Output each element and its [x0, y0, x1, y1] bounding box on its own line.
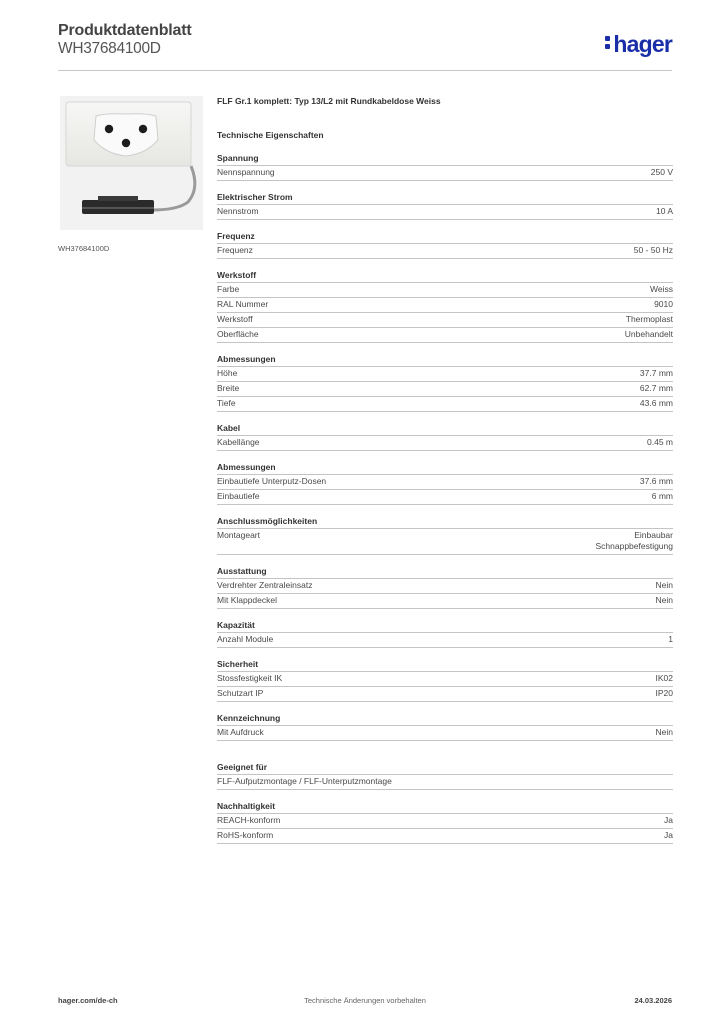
property-row [217, 475, 673, 490]
property-label: Nennstrom [217, 206, 259, 216]
property-label: Tiefe [217, 398, 236, 408]
property-value: 250 V [650, 167, 673, 177]
product-name: FLF Gr.1 komplett: Typ 13/L2 mit Rundkabeldose Weiss [217, 96, 441, 106]
property-label: Farbe [217, 284, 240, 294]
property-label: Breite [217, 383, 240, 393]
property-group [217, 712, 673, 741]
property-value: Nein [655, 595, 673, 605]
property-group [217, 152, 673, 181]
property-value: Ja [664, 815, 673, 825]
property-row [217, 283, 673, 298]
group-title: Sicherheit [217, 658, 673, 672]
property-label: Kabellänge [217, 437, 260, 447]
property-label: Nennspannung [217, 167, 275, 177]
property-row [217, 397, 673, 412]
property-value: Ja [664, 830, 673, 840]
property-value: 10 A [655, 206, 673, 216]
page-title: Produktdatenblatt [58, 22, 192, 39]
property-group [217, 353, 673, 412]
property-group [217, 761, 673, 790]
property-groups [217, 152, 673, 844]
property-group [217, 230, 673, 259]
group-title: Kennzeichnung [217, 712, 673, 726]
property-label: Verdrehter Zentraleinsatz [217, 580, 313, 590]
property-value [595, 530, 673, 552]
property-value: IP20 [655, 688, 673, 698]
group-title: Nachhaltigkeit [217, 800, 673, 814]
property-label: Einbautiefe Unterputz-Dosen [217, 476, 327, 486]
property-row [217, 328, 673, 343]
group-title: Kabel [217, 422, 673, 436]
property-label: Einbautiefe [217, 491, 260, 501]
property-row [217, 367, 673, 382]
property-row [217, 205, 673, 220]
property-row [217, 687, 673, 702]
group-title: Spannung [217, 152, 673, 166]
property-group [217, 658, 673, 702]
property-label: Höhe [217, 368, 238, 378]
property-group [217, 461, 673, 505]
property-row [217, 244, 673, 259]
group-title: Frequenz [217, 230, 673, 244]
property-row [217, 382, 673, 397]
property-value: 62.7 mm [639, 383, 673, 393]
datasheet-content [217, 96, 673, 844]
property-label: RAL Nummer [217, 299, 269, 309]
property-value: 1 [668, 634, 673, 644]
logo-mark-icon [605, 34, 611, 51]
footer-website-link[interactable]: hager.com/de-ch [58, 996, 118, 1005]
section-title: Technische Eigenschaften [217, 130, 324, 140]
property-value: Nein [655, 727, 673, 737]
property-label: Montageart [217, 530, 260, 540]
group-title: Abmessungen [217, 353, 673, 367]
footer-disclaimer: Technische Änderungen vorbehalten [304, 996, 426, 1005]
property-row [217, 313, 673, 328]
property-group [217, 515, 673, 555]
property-label: REACH-konform [217, 815, 281, 825]
property-row [217, 633, 673, 648]
property-row [217, 490, 673, 505]
property-row [217, 672, 673, 687]
property-row [217, 298, 673, 313]
property-row [217, 829, 673, 844]
property-value-line: Einbaubar [634, 530, 673, 540]
group-title: Anschlussmöglichkeiten [217, 515, 673, 529]
property-group [217, 619, 673, 648]
property-value: 43.6 mm [639, 398, 673, 408]
property-value: 6 mm [651, 491, 673, 501]
group-title: Geeignet für [217, 761, 673, 775]
property-value: 0.45 m [647, 437, 673, 447]
group-title: Ausstattung [217, 565, 673, 579]
group-title: Kapazität [217, 619, 673, 633]
property-label: Stossfestigkeit IK [217, 673, 283, 683]
page-header [58, 22, 672, 71]
property-value: IK02 [655, 673, 673, 683]
property-value: Unbehandelt [624, 329, 673, 339]
property-value-line: Schnappbefestigung [595, 541, 673, 551]
property-group [217, 422, 673, 451]
property-value: Weiss [650, 284, 673, 294]
page-footer [58, 996, 672, 1010]
image-caption: WH37684100D [58, 244, 110, 253]
property-group [217, 269, 673, 343]
property-row [217, 529, 673, 555]
product-code: WH37684100D [58, 40, 161, 57]
property-label: Mit Klappdeckel [217, 595, 278, 605]
property-value: Nein [655, 580, 673, 590]
property-label: FLF-Aufputzmontage / FLF-Unterputzmontage [217, 776, 392, 786]
property-value: 37.7 mm [639, 368, 673, 378]
property-row [217, 594, 673, 609]
property-label: Anzahl Module [217, 634, 274, 644]
property-group [217, 800, 673, 844]
property-label: RoHS-konform [217, 830, 274, 840]
hager-logo: hager [605, 31, 672, 58]
property-group [217, 565, 673, 609]
property-row [217, 436, 673, 451]
property-group [217, 191, 673, 220]
property-value: Thermoplast [625, 314, 673, 324]
property-label: Mit Aufdruck [217, 727, 264, 737]
property-label: Frequenz [217, 245, 253, 255]
product-image [60, 96, 203, 230]
footer-date: 24.03.2026 [634, 996, 672, 1005]
group-title: Abmessungen [217, 461, 673, 475]
group-title: Elektrischer Strom [217, 191, 673, 205]
property-row [217, 814, 673, 829]
property-value: 9010 [654, 299, 673, 309]
property-label: Schutzart IP [217, 688, 264, 698]
property-value: 50 - 50 Hz [633, 245, 673, 255]
property-row [217, 579, 673, 594]
property-row [217, 166, 673, 181]
property-row [217, 775, 673, 790]
property-label: Oberfläche [217, 329, 259, 339]
property-label: Werkstoff [217, 314, 253, 324]
group-title: Werkstoff [217, 269, 673, 283]
property-row [217, 726, 673, 741]
property-value: 37.6 mm [639, 476, 673, 486]
